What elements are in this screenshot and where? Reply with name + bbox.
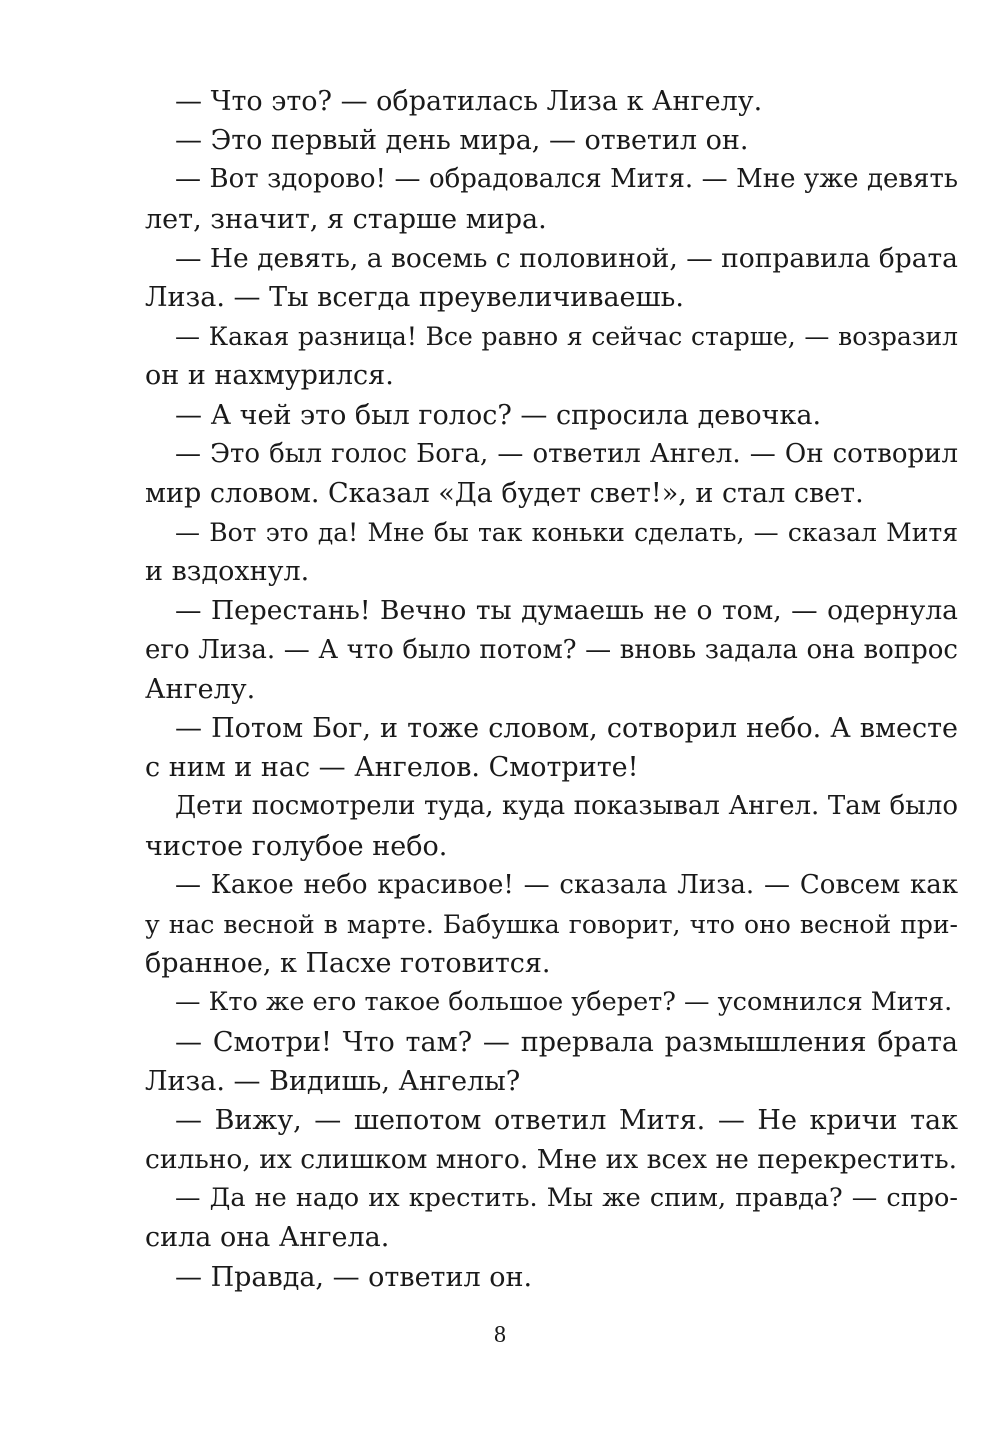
text-line: — А чей это был голос? — спросила девочка. (175, 399, 822, 431)
text-line: мир словом. Сказал «Да будет свет!», и стал свет. (145, 477, 864, 509)
text-line: — Какое небо красивое! — сказала Лиза. — Совсем как (175, 869, 958, 900)
text-line: — Вот это да! Мне бы так коньки сделать, — сказал Митя (175, 518, 958, 548)
text-line: — Кто же его такое большое уберет? — усомнился Митя. (175, 987, 953, 1018)
text-line: его Лиза. — А что было потом? — вновь задала она вопрос (145, 634, 958, 665)
text-line: — Вижу, — шепотом ответил Митя. — Не кричи так (175, 1104, 958, 1136)
text-line: — Потом Бог, и тоже словом, сотворил небо. А вместе (175, 713, 958, 744)
text-line: у нас весной в марте. Бабушка говорит, что оно весной при- (145, 909, 958, 939)
text-line: бранное, к Пасхе готовится. (145, 948, 551, 980)
text-line: чистое голубое небо. (145, 830, 448, 862)
text-line: — Не девять, а восемь с половиной, — поправила брата (175, 242, 958, 274)
text-line: Дети посмотрели туда, куда показывал Ангел. Там было (175, 791, 958, 822)
text-line: он и нахмурился. (145, 360, 394, 392)
text-line: — Вот здорово! — обрадовался Митя. — Мне уже девять (175, 164, 958, 195)
text-line: — Какая разница! Все равно я сейчас старше, — возразил (175, 322, 958, 352)
text-line: — Смотри! Что там? — прервала размышления брата (175, 1026, 958, 1058)
text-line: Лиза. — Видишь, Ангелы? (145, 1065, 521, 1097)
text-line: Лиза. — Ты всегда преувеличиваешь. (145, 281, 684, 313)
body-text (145, 82, 958, 1297)
text-line: — Правда, — ответил он. (175, 1261, 533, 1293)
text-line: и вздохнул. (145, 556, 310, 588)
text-line: Ангелу. (145, 673, 256, 705)
text-line: — Да не надо их крестить. Мы же спим, правда? — спро- (175, 1183, 958, 1214)
text-line: лет, значит, я старше мира. (145, 203, 547, 235)
text-line: сильно, их слишком много. Мне их всех не перекрестить. (145, 1144, 958, 1176)
page-number: 8 (494, 1322, 506, 1348)
text-line: — Что это? — обратилась Лиза к Ангелу. (175, 86, 763, 117)
text-line: — Это первый день мира, — ответил он. (175, 125, 749, 157)
text-line: с ним и нас — Ангелов. Смотрите! (145, 752, 639, 784)
text-line: — Перестань! Вечно ты думаешь не о том, — одернула (175, 595, 958, 627)
text-line: — Это был голос Бога, — ответил Ангел. — Он сотворил (175, 438, 958, 469)
text-line: сила она Ангела. (145, 1222, 390, 1254)
